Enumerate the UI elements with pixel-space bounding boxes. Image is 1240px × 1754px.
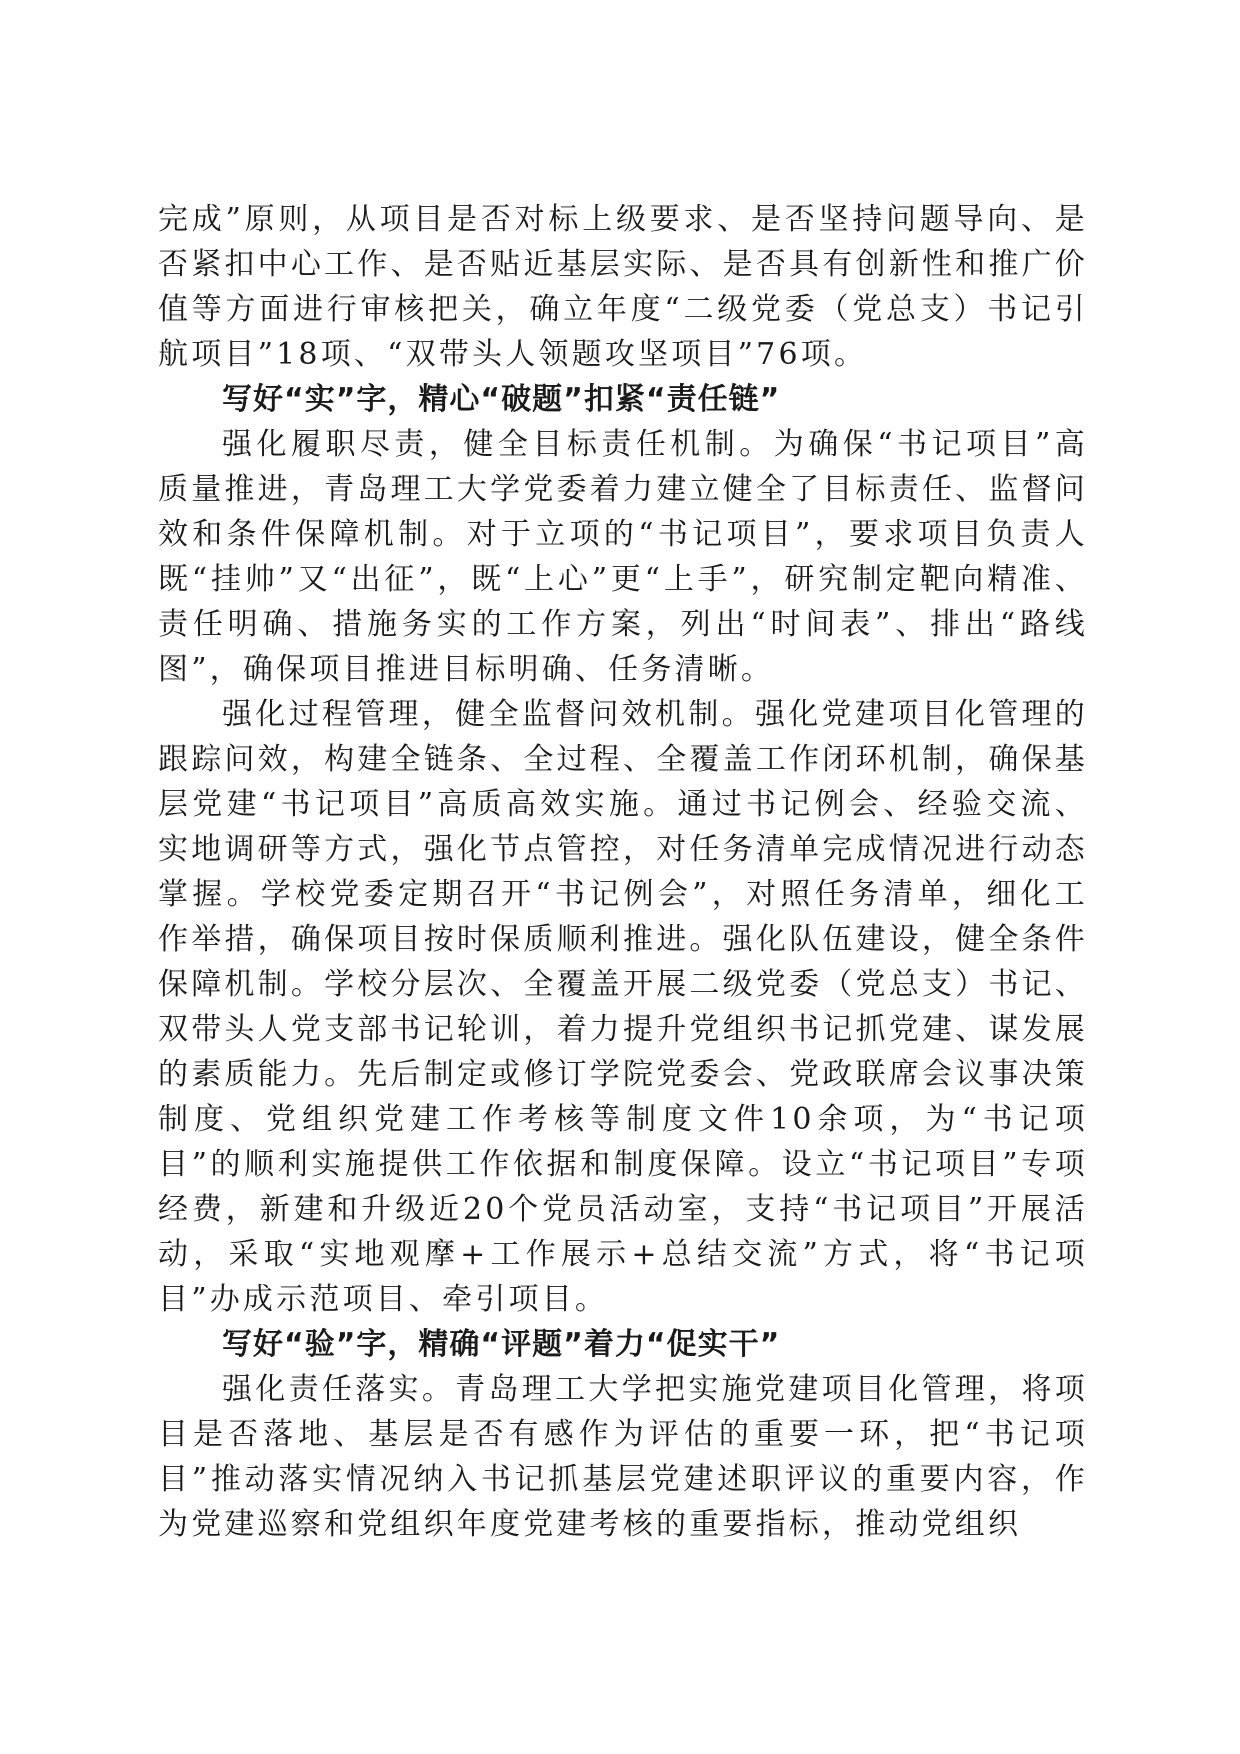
document-page	[158, 197, 1088, 1547]
paragraph-accountability: 强化责任落实。青岛理工大学把实施党建项目化管理，将项目是否落地、基层是否有感作为评估的重要一环，把“书记项目”推动落实情况纳入书记抓基层党建述职评议的重要内容，作为党建巡察和党组织年度党建考核的重要指标，推动党组织	[158, 1372, 1088, 1542]
section-heading-shi: 写好“实”字，精心“破题”扣紧“责任链”	[222, 382, 781, 417]
section-heading-yan: 写好“验”字，精确“评题”着力“促实干”	[222, 1327, 781, 1362]
paragraph-responsibility: 强化履职尽责，健全目标责任机制。为确保“书记项目”高质量推进，青岛理工大学党委着力建立健全了目标责任、监督问效和条件保障机制。对于立项的“书记项目”，要求项目负责人既“挂帅”又“出征”，既“上心”更“上手”，研究制定靶向精准、责任明确、措施务实的工作方案，列出“时间表”、排出“路线图”，确保项目推进目标明确、任务清晰。	[158, 427, 1088, 687]
paragraph-process-management: 强化过程管理，健全监督问效机制。强化党建项目化管理的跟踪问效，构建全链条、全过程、全覆盖工作闭环机制，确保基层党建“书记项目”高质高效实施。通过书记例会、经验交流、实地调研等方式，强化节点管控，对任务清单完成情况进行动态掌握。学校党委定期召开“书记例会”，对照任务清单，细化工作举措，确保项目按时保质顺利推进。强化队伍建设，健全条件保障机制。学校分层次、全覆盖开展二级党委（党总支）书记、双带头人党支部书记轮训，着力提升党组织书记抓党建、谋发展的素质能力。先后制定或修订学院党委会、党政联席会议事决策制度、党组织党建工作考核等制度文件10余项，为“书记项目”的顺利实施提供工作依据和制度保障。设立“书记项目”专项经费，新建和升级近20个党员活动室，支持“书记项目”开展活动，采取“实地观摩+工作展示+总结交流”方式，将“书记项目”办成示范项目、牵引项目。	[158, 697, 1088, 1317]
paragraph-review-principle: 完成”原则，从项目是否对标上级要求、是否坚持问题导向、是否紧扣中心工作、是否贴近基层实际、是否具有创新性和推广价值等方面进行审核把关，确立年度“二级党委（党总支）书记引航项目”18项、“双带头人领题攻坚项目”76项。	[158, 202, 1088, 372]
